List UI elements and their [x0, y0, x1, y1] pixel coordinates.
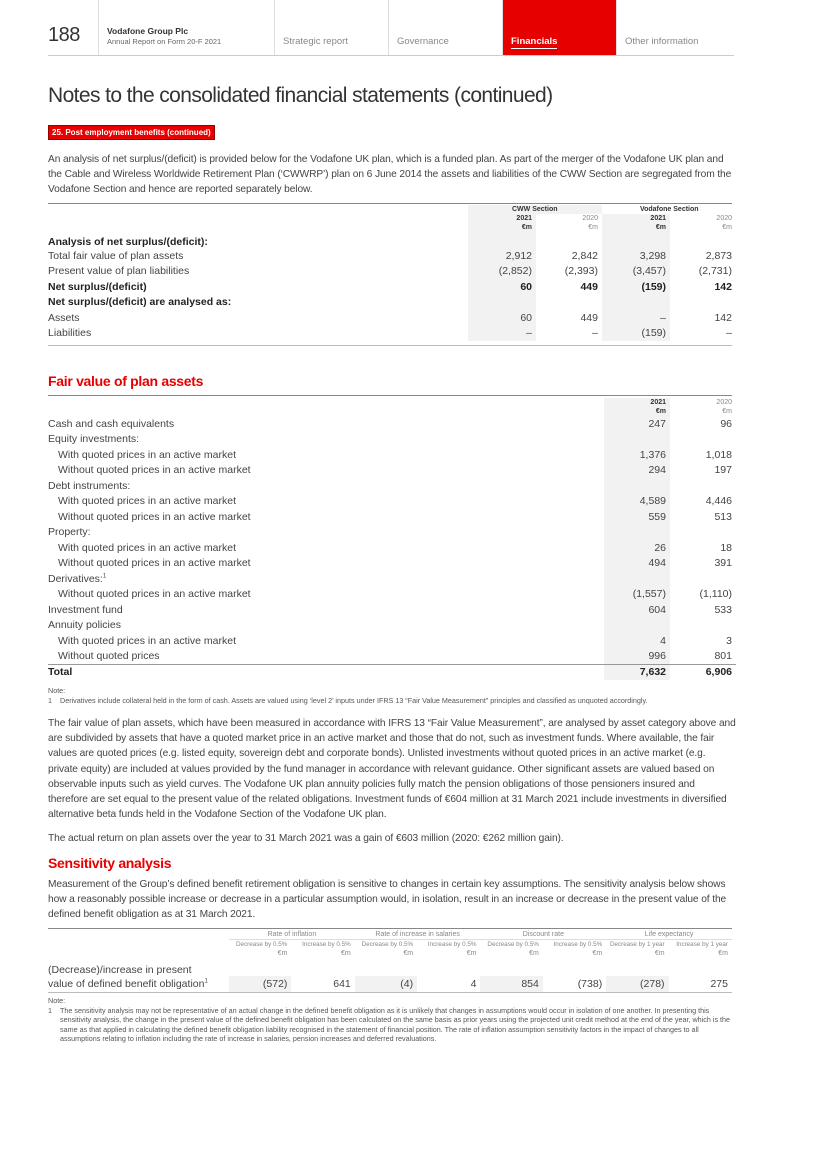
table-top-rule: [48, 395, 732, 396]
cell: 142: [714, 280, 732, 293]
row-label: Assets: [48, 311, 80, 324]
column-header: Decrease by 1 year: [609, 941, 665, 948]
cell: (2,393): [564, 265, 598, 278]
unit: €m: [341, 950, 351, 957]
table-row: [48, 571, 736, 587]
group-life-expectancy: Life expectancy: [606, 930, 732, 940]
table-row: [48, 447, 736, 463]
note-text: The sensitivity analysis may not be representative of an actual change in the defined benefit obligation as it is unlikely that changes in assumptions would occur in isolation of one another. In presenting this sensitivity analysis, the change in the present value of the defined benefit obligation has been calculated on the same basis as prior years using the projected unit credit method at the end of the year, which is the same as that applied in calculating the defined benefit obligation liability recognised in the statement of financial position. The rate of inflation assumption sensitivity factors in the impact of changes to all assumptions relating to inflation including the rate of increase in salaries, pension increases and deferred revaluations.: [60, 1005, 731, 1044]
cell: [604, 571, 670, 587]
cell: 801: [714, 650, 732, 662]
table-row: [48, 556, 736, 572]
row-label: Annuity policies: [48, 619, 121, 632]
table-row: [48, 463, 736, 479]
cell: 559: [604, 509, 670, 525]
group-cww: CWW Section: [468, 205, 602, 214]
cell: [604, 618, 670, 634]
fair-value-table: [48, 398, 736, 680]
cell: 142: [714, 311, 732, 324]
cell: (278): [606, 976, 668, 992]
cell: 1,018: [705, 448, 732, 461]
cell: 4,446: [705, 495, 732, 508]
row-label: Without quoted prices in an active market: [58, 557, 251, 570]
cell: 449: [580, 280, 598, 293]
unit: €m: [466, 950, 477, 957]
table-row: [48, 509, 736, 525]
cell: 3,298: [602, 248, 670, 264]
cell: 604: [604, 602, 670, 618]
section-heading-fair-value: Fair value of plan assets: [48, 373, 204, 389]
group-salaries: Rate of increase in salaries: [355, 930, 481, 940]
cell: [670, 618, 736, 634]
cell: [670, 525, 736, 541]
unit: €m: [592, 950, 603, 957]
year-2021: 2021: [604, 398, 670, 407]
unit: €m: [604, 407, 670, 416]
header-divider: [48, 55, 734, 56]
row-label: (Decrease)/increase in present: [48, 964, 192, 976]
intro-paragraph: An analysis of net surplus/(deficit) is provided below for the Vodafone UK plan, which is a funded plan. As part of the merger of the Vodafone UK plan and the Cable and Wireless Worldwide Retirement Plan (‘CWWRP’) plan on 6 June 2014 the assets and liabilities of the CWW Section are segregated from the Vodafone Section and hence are reported separately below.: [48, 154, 732, 196]
company-block: [98, 0, 274, 56]
cell: –: [592, 327, 598, 340]
cell: 4,589: [604, 494, 670, 510]
row-label: With quoted prices in an active market: [58, 541, 236, 554]
cell: 2,842: [571, 249, 598, 262]
cell: 18: [720, 541, 732, 554]
sensitivity-table: [48, 930, 732, 992]
cell: –: [468, 326, 536, 342]
cell: 533: [714, 603, 732, 616]
cell: 96: [720, 417, 732, 430]
table-row: [48, 664, 736, 680]
footnote-marker: 1: [102, 573, 107, 580]
table-heading: Analysis of net surplus/(deficit):: [48, 236, 208, 248]
sensitivity-note: [48, 996, 736, 1044]
year-vf-2021: 2021: [602, 214, 670, 223]
cell: 294: [604, 463, 670, 479]
row-label: Total fair value of plan assets: [48, 249, 184, 262]
table-bottom-rule: [48, 345, 732, 346]
table-row: [48, 494, 736, 510]
table-row: [48, 649, 736, 665]
cell: (4): [355, 976, 417, 992]
row-label: Investment fund: [48, 603, 123, 616]
row-label: Without quoted prices in an active market: [58, 510, 251, 523]
fair-value-note: [48, 686, 736, 705]
return-paragraph: The actual return on plan assets over the year to 31 March 2021 was a gain of €603 million (2020: €262 million gain).: [48, 833, 564, 844]
unit: €m: [529, 950, 539, 957]
row-label: Total: [48, 666, 73, 678]
page-title: Notes to the consolidated financial statements (continued): [48, 84, 553, 107]
cell: 2,912: [468, 248, 536, 264]
cell: 1,376: [604, 447, 670, 463]
row-label: Present value of plan liabilities: [48, 265, 190, 278]
unit: €m: [403, 950, 414, 957]
unit: €m: [718, 950, 728, 957]
column-header: Increase by 0.5%: [302, 941, 351, 948]
column-header: Increase by 0.5%: [427, 941, 477, 948]
table-bottom-rule: [48, 992, 732, 993]
cell: 6,906: [705, 666, 732, 678]
cell: (2,731): [698, 265, 732, 278]
cell: 60: [468, 310, 536, 326]
table-row: [48, 326, 736, 342]
cell: (159): [602, 326, 670, 342]
unit: €m: [602, 223, 670, 232]
column-header: Decrease by 0.5%: [235, 941, 288, 948]
cell: 26: [604, 540, 670, 556]
cell: [670, 432, 736, 448]
cell: (1,110): [699, 588, 732, 601]
cell: –: [602, 310, 670, 326]
note-title: Note:: [48, 686, 66, 695]
nav-financials[interactable]: [502, 0, 616, 56]
row-label: Derivatives:: [48, 572, 103, 585]
section-heading-sensitivity: Sensitivity analysis: [48, 855, 172, 871]
row-label: Without quoted prices in an active market: [58, 464, 251, 477]
cell: (738): [577, 978, 603, 990]
cell: [604, 478, 670, 494]
company-name: Vodafone Group Plc: [107, 26, 189, 36]
footnote-marker: 1: [204, 978, 208, 985]
cell: 7,632: [604, 664, 670, 680]
table-row: [48, 958, 732, 976]
column-header: Decrease by 0.5%: [487, 941, 539, 948]
cell: (1,557): [604, 587, 670, 603]
year-vf-2020: 2020: [716, 215, 732, 222]
group-discount-rate: Discount rate: [480, 930, 606, 940]
table-row: [48, 432, 736, 448]
cell: (159): [602, 279, 670, 295]
cell: 60: [468, 279, 536, 295]
note-tag: 25. Post employment benefits (continued): [48, 125, 215, 140]
note-number: 1: [48, 1005, 52, 1015]
table-row: [48, 310, 736, 326]
table-row: [48, 618, 736, 634]
cell: (2,852): [468, 264, 536, 280]
row-label: With quoted prices in an active market: [58, 495, 236, 508]
unit: €m: [722, 224, 732, 231]
table-row: [48, 248, 736, 264]
cell: 275: [710, 978, 728, 990]
note-number: 1: [48, 695, 52, 705]
table-row: [48, 976, 732, 992]
group-vodafone: Vodafone Section: [602, 205, 736, 214]
table-top-rule: [48, 203, 732, 204]
cell: (572): [229, 976, 291, 992]
table-row: [48, 602, 736, 618]
cell: –: [726, 327, 732, 340]
year-2020: 2020: [716, 399, 732, 406]
surplus-table: [48, 205, 736, 341]
table-row: [48, 633, 736, 649]
unit: €m: [468, 223, 536, 232]
table-row: [48, 416, 736, 432]
note-title: Note:: [48, 996, 66, 1005]
cell: [604, 525, 670, 541]
row-label: Debt instruments:: [48, 479, 131, 492]
column-header: Increase by 1 year: [676, 941, 728, 948]
unit: €m: [654, 950, 665, 957]
cell: 494: [604, 556, 670, 572]
cell: 197: [714, 464, 732, 477]
cell: 4: [604, 633, 670, 649]
cell: 2,873: [705, 249, 732, 262]
table-row: [48, 525, 736, 541]
cell: 4: [470, 978, 477, 990]
column-header: Decrease by 0.5%: [361, 941, 414, 948]
year-cww-2020: 2020: [582, 215, 598, 222]
unit: €m: [722, 408, 732, 415]
row-label: Cash and cash equivalents: [48, 417, 175, 430]
table-row: [48, 540, 736, 556]
row-label: Net surplus/(deficit): [48, 280, 147, 293]
row-label: With quoted prices in an active market: [58, 448, 236, 461]
cell: 996: [604, 649, 670, 665]
row-label: With quoted prices in an active market: [58, 634, 236, 647]
cell: 854: [480, 976, 542, 992]
year-cww-2021: 2021: [468, 214, 536, 223]
cell: (3,457): [602, 264, 670, 280]
cell: 391: [714, 557, 732, 570]
nav-other-information[interactable]: Other information: [616, 0, 730, 56]
report-name: Annual Report on Form 20-F 2021: [107, 37, 222, 46]
cell: 3: [726, 634, 732, 647]
unit: €m: [588, 224, 598, 231]
cell: 641: [333, 978, 351, 990]
note-text: Derivatives include collateral held in the form of cash. Assets are valued using ‘level 2’ inputs under IFRS 13 “Fair Value Measurement” principles and classified as unquoted accordingly.: [60, 695, 648, 705]
unit: €m: [277, 950, 288, 957]
cell: [670, 478, 736, 494]
group-inflation: Rate of inflation: [229, 930, 355, 940]
page-header: [48, 0, 734, 56]
row-label: Equity investments:: [48, 433, 140, 446]
table-row: [48, 264, 736, 280]
fair-value-paragraph: The fair value of plan assets, which have been measured in accordance with IFRS 13 “Fair Value Measurement”, are analysed by asset category above and are subdivided by assets that have a quoted market price in an active market and those that do not, such as investment funds. Where available, the fair values are quoted prices (e.g. listed equity, sovereign debt and corporate bonds). Unlisted investments without quoted prices in an active market (e.g. private equity) are included at values provided by the fund manager in accordance with relevant guidance. Other significant assets are valued based on observable inputs such as yield curves. The Vodafone UK plan annuity policies fully match the pension obligations of those pensioners insured and therefore are set equal to the present value of the related obligations. Investment funds of €604 million at 31 March 2021 include investments in diversified alternative beta funds held in the Vodafone Section of the Vodafone UK plan.: [48, 718, 736, 821]
row-label: Property:: [48, 526, 91, 539]
cell: [670, 571, 736, 587]
cell: [604, 432, 670, 448]
table-heading: Net surplus/(deficit) are analysed as:: [48, 296, 232, 309]
nav-governance[interactable]: Governance: [388, 0, 502, 56]
nav-strategic-report[interactable]: Strategic report: [274, 0, 388, 56]
row-label: Without quoted prices in an active market: [58, 588, 251, 601]
row-label: value of defined benefit obligation: [48, 978, 205, 990]
table-row: [48, 478, 736, 494]
table-row: [48, 279, 736, 295]
row-label: Without quoted prices: [58, 650, 160, 662]
table-top-rule: [48, 928, 732, 929]
row-label: Liabilities: [48, 327, 92, 340]
table-row: [48, 587, 736, 603]
page-number: 188: [48, 24, 80, 46]
cell: 247: [604, 416, 670, 432]
sensitivity-intro: Measurement of the Group’s defined benefit retirement obligation is sensitive to changes in certain key assumptions. The sensitivity analysis below shows how a reasonably possible increase or decrease in a particular assumption would, in isolation, result in an increase or decrease in the present value of the defined benefit obligation as at 31 March 2021.: [48, 879, 727, 921]
cell: 513: [714, 510, 732, 523]
cell: 449: [580, 311, 598, 324]
column-header: Increase by 0.5%: [553, 941, 603, 948]
nav-financials-label: Financials: [511, 36, 558, 47]
